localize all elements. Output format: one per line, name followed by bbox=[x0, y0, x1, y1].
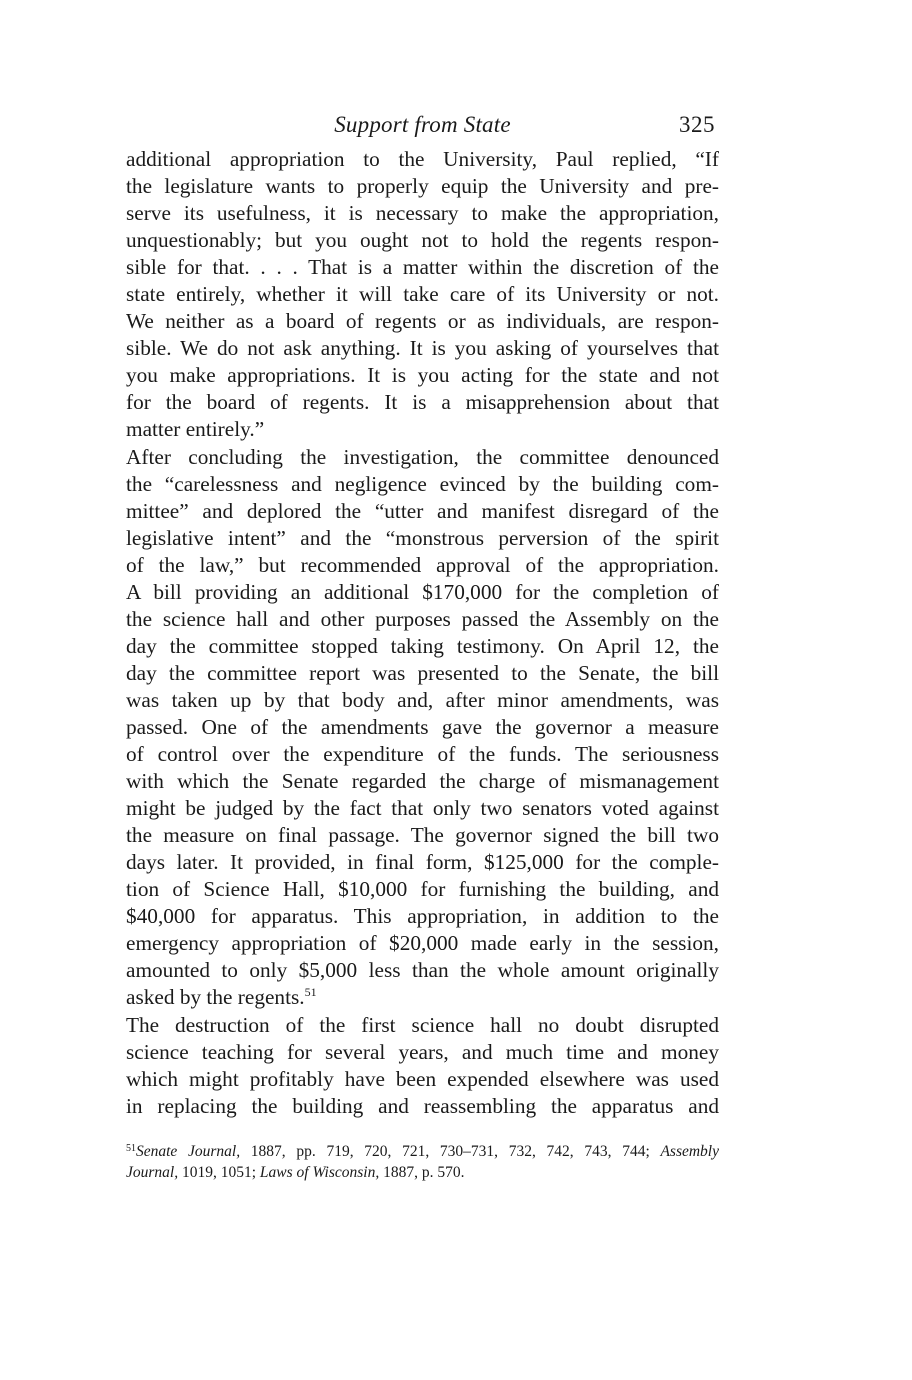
footnote-pages: 1887, p. 570. bbox=[379, 1163, 465, 1181]
text-line-content: asked by the regents. bbox=[126, 985, 305, 1010]
text-line: of control over the expenditure of the funds. The seriousness bbox=[126, 742, 719, 767]
footnote-citation: Senate Journal, bbox=[136, 1142, 241, 1160]
footnote-line bbox=[126, 1162, 719, 1183]
footnote bbox=[126, 1138, 719, 1183]
paragraph-first-line bbox=[126, 444, 719, 471]
footnote-pages: 1019, 1051; bbox=[178, 1163, 260, 1181]
running-head: Support from State bbox=[334, 112, 511, 137]
text-line: with which the Senate regarded the charge of mismanagement bbox=[126, 769, 719, 794]
text-line: $40,000 for apparatus. This appropriation, in addition to the bbox=[126, 904, 719, 929]
text-line: We neither as a board of regents or as individuals, are respon- bbox=[126, 309, 719, 334]
text-line: day the committee stopped taking testimony. On April 12, the bbox=[126, 633, 719, 658]
text-line: which might profitably have been expended elsewhere was used bbox=[126, 1066, 719, 1091]
footnote-mark: 51 bbox=[126, 1142, 136, 1154]
text-line: mittee” and deplored the “utter and manifest disregard of the bbox=[126, 498, 719, 523]
text-line: day the committee report was presented to the Senate, the bill bbox=[126, 660, 719, 685]
text-line: amounted to only $5,000 less than the whole amount originally bbox=[126, 958, 719, 983]
text-line: you make appropriations. It is you acting for the state and not bbox=[126, 363, 719, 388]
text-line: tion of Science Hall, $10,000 for furnishing the building, and bbox=[126, 877, 719, 902]
text-line: for the board of regents. It is a misapprehension about that bbox=[126, 390, 719, 415]
text-line: the science hall and other purposes passed the Assembly on the bbox=[126, 606, 719, 631]
text-line: the measure on final passage. The governor signed the bill two bbox=[126, 823, 719, 848]
text-line: sible for that. . . . That is a matter within the discretion of the bbox=[126, 255, 719, 280]
body-text bbox=[126, 146, 719, 1120]
text-line: matter entirely.” bbox=[126, 417, 265, 442]
footnote-line bbox=[126, 1138, 719, 1162]
page-number: 325 bbox=[679, 112, 715, 137]
text-line: might be judged by the fact that only two senators voted against bbox=[126, 796, 719, 821]
text-line: serve its usefulness, it is necessary to make the appropriation, bbox=[126, 201, 719, 226]
text-line: state entirely, whether it will take care of its University or not. bbox=[126, 282, 719, 307]
footnote-reference: 51 bbox=[304, 985, 317, 1000]
text-line: the legislature wants to properly equip the University and pre- bbox=[126, 174, 719, 199]
text-line: sible. We do not ask anything. It is you asking of yourselves that bbox=[126, 336, 719, 361]
footnote-citation: Laws of Wisconsin, bbox=[259, 1163, 380, 1181]
text-line: unquestionably; but you ought not to hold the regents respon- bbox=[126, 228, 719, 253]
text-line: science teaching for several years, and much time and money bbox=[126, 1039, 719, 1064]
footnote-citation: Assembly bbox=[660, 1142, 719, 1160]
text-line: legislative intent” and the “monstrous perversion of the spirit bbox=[126, 525, 719, 550]
text-line: emergency appropriation of $20,000 made early in the session, bbox=[126, 931, 719, 956]
text-line-with-footnote bbox=[126, 984, 719, 1011]
page bbox=[126, 100, 719, 1183]
text-line: in replacing the building and reassembling the apparatus and bbox=[126, 1093, 719, 1118]
text-line: passed. One of the amendments gave the governor a measure bbox=[126, 714, 719, 739]
text-line-content: After concluding the investigation, the committee denounced bbox=[126, 444, 719, 469]
footnote-pages: 1887, pp. 719, 720, 721, 730–731, 732, 742, 743, 744; bbox=[240, 1142, 661, 1160]
footnote-citation: Journal, bbox=[126, 1163, 179, 1181]
text-line: additional appropriation to the University, Paul replied, “If bbox=[126, 147, 719, 171]
text-line: was taken up by that body and, after minor amendments, was bbox=[126, 687, 719, 712]
text-line: of the law,” but recommended approval of the appropriation. bbox=[126, 552, 719, 577]
text-line: the “carelessness and negligence evinced by the building com- bbox=[126, 471, 719, 496]
page-header bbox=[126, 100, 719, 146]
text-line: A bill providing an additional $170,000 for the completion of bbox=[126, 579, 719, 604]
text-line: The destruction of the first science hall no doubt disrupted bbox=[126, 1012, 719, 1037]
text-line: days later. It provided, in final form, $125,000 for the comple- bbox=[126, 850, 719, 875]
